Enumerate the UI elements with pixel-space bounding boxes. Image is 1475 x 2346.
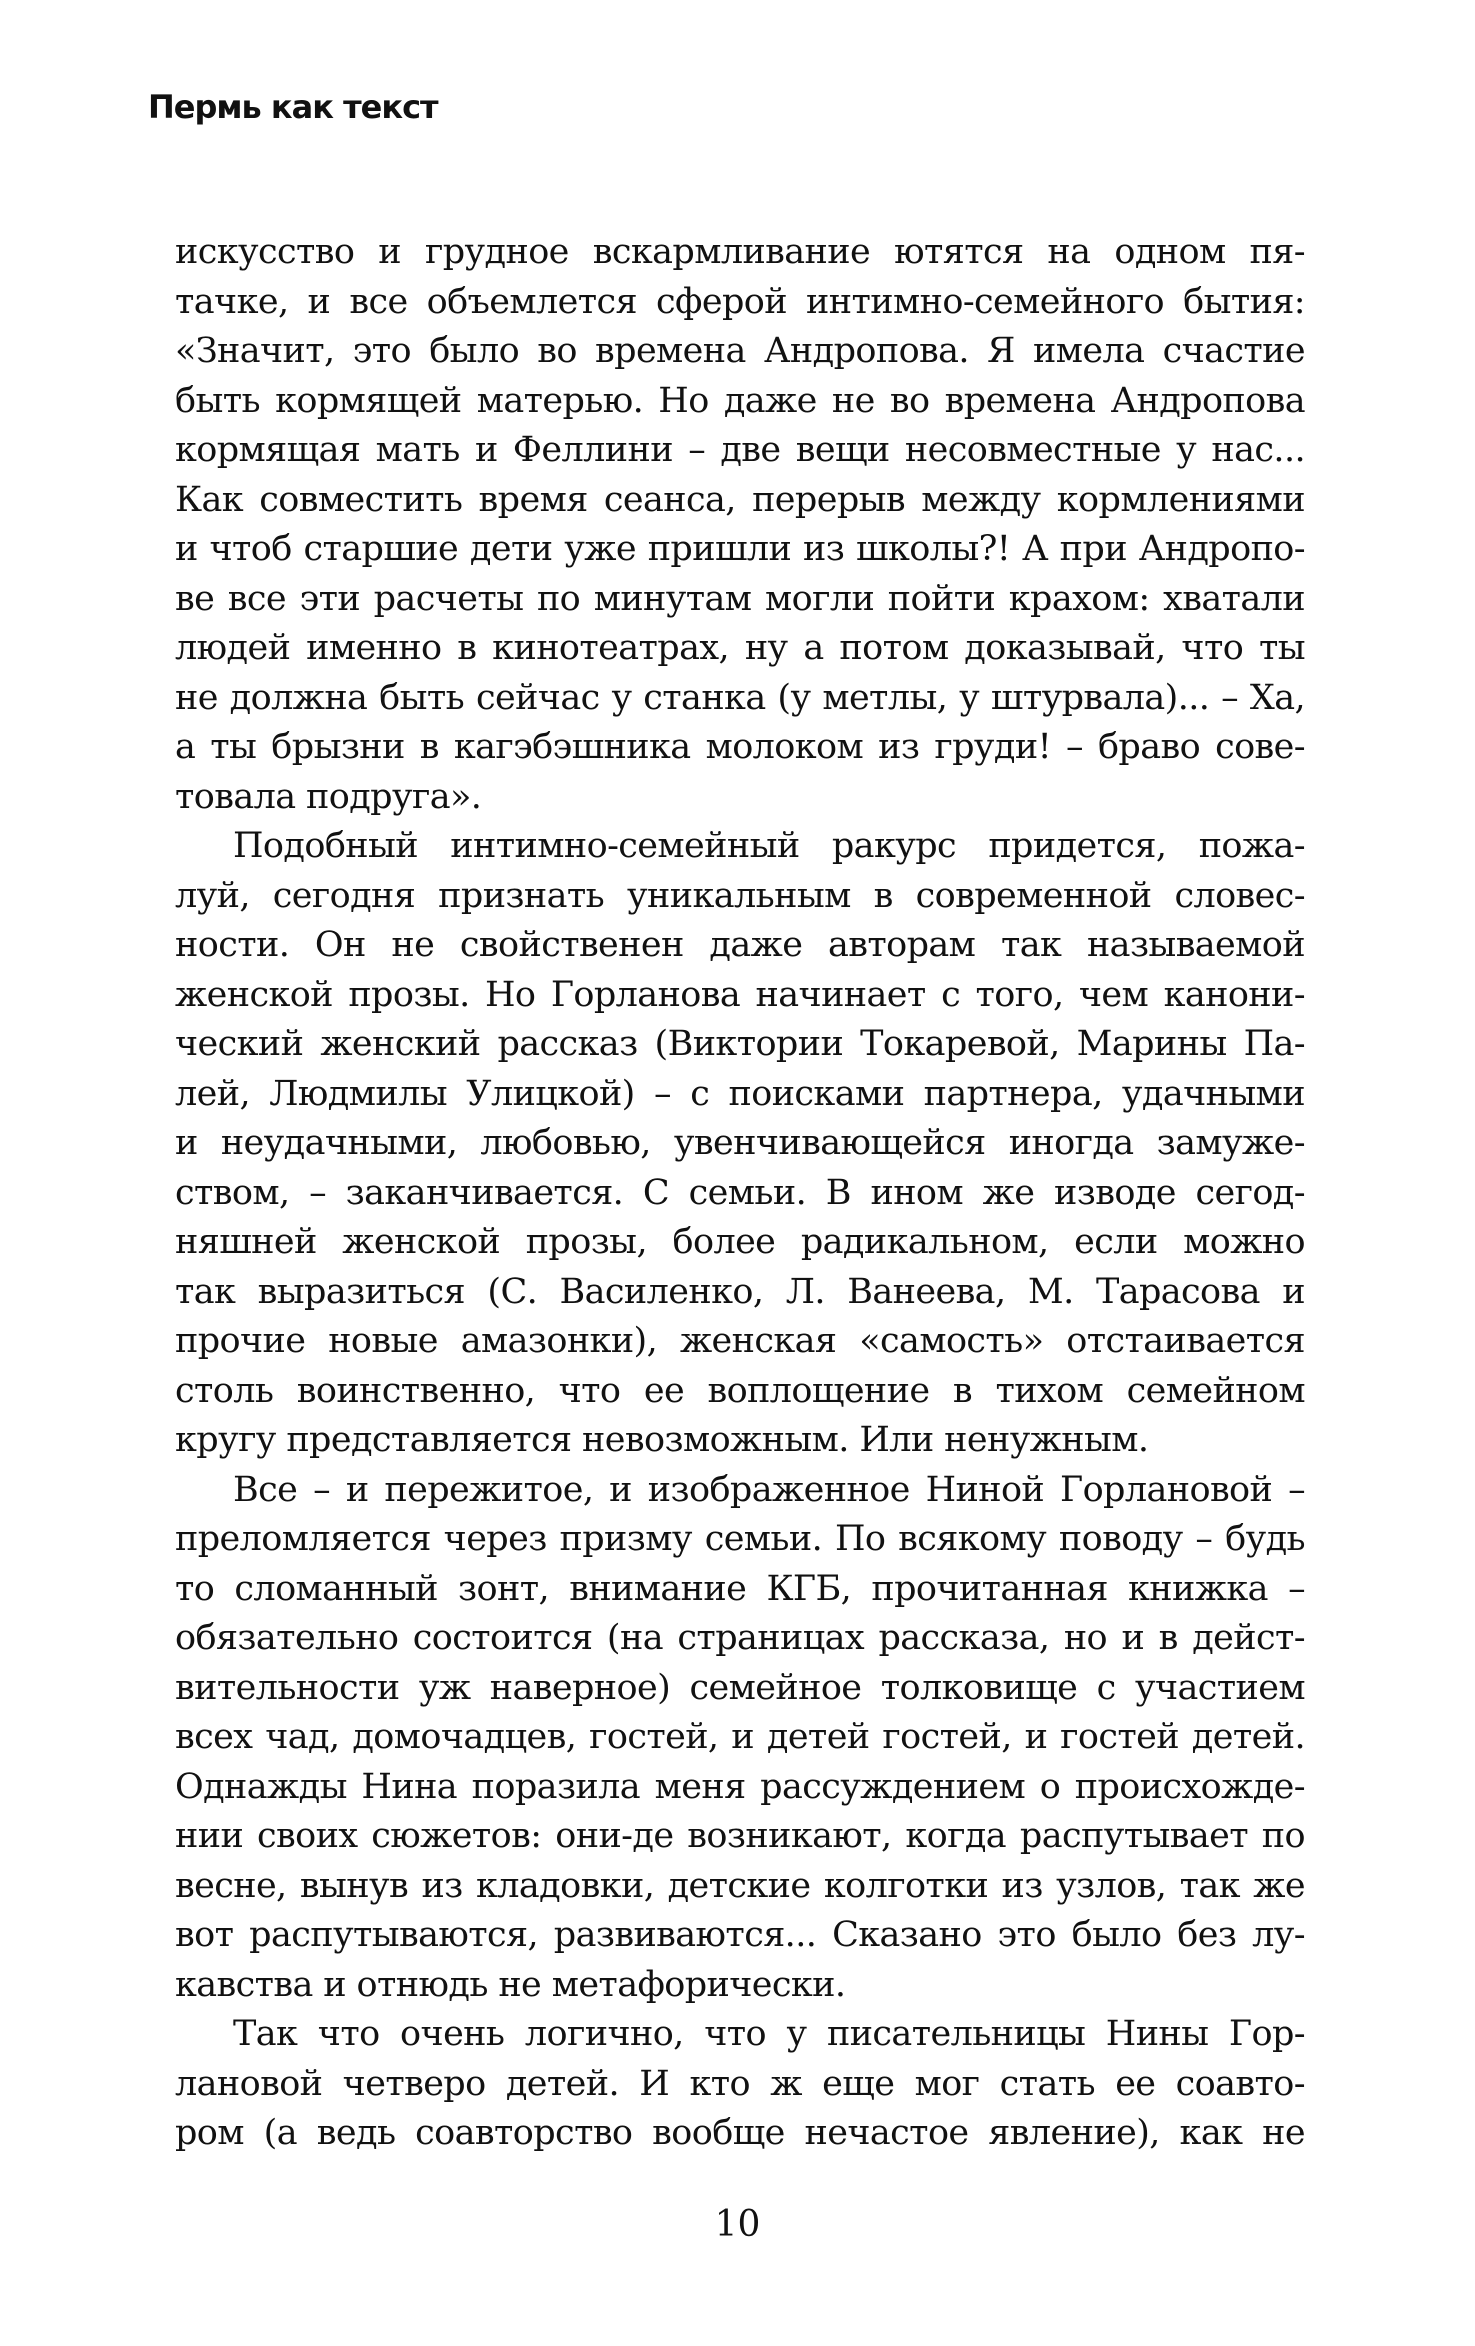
text-line: вот распутываются, развиваются... Сказано это было без лу- [175,1915,1305,1955]
paragraph [175,2010,1305,2159]
text-line: быть кормящей матерью. Но даже не во времена Андропова [175,380,1305,421]
text-line: лей, Людмилы Улицкой) – с поисками партнера, удачными [175,1073,1305,1114]
text-line: искусство и грудное вскармливание ютятся на одном пя- [175,232,1305,272]
text-line: «Значит, это было во времена Андропова. Я имела счастие [175,331,1305,371]
text-line: всех чад, домочадцев, гостей, и детей гостей, и гостей детей. [175,1717,1305,1757]
text-line: Подобный интимно-семейный ракурс придется, пожа- [233,826,1305,866]
body-text [175,228,1305,2159]
text-line: нии своих сюжетов: они-де возникают, когда распутывает по [175,1816,1305,1856]
text-line: так выразиться (С. Василенко, Л. Ванеева, М. Тарасова и [175,1271,1305,1312]
text-line: столь воинственно, что ее воплощение в тихом семейном [175,1370,1305,1411]
text-line: луй, сегодня признать уникальным в современной словес- [175,875,1305,916]
text-line: лановой четверо детей. И кто ж еще мог стать ее соавто- [175,2063,1305,2104]
text-line: женской прозы. Но Горланова начинает с того, чем канони- [175,974,1305,1015]
text-line: ности. Он не свойственен даже авторам так называемой [175,925,1305,965]
text-line: вительности уж наверное) семейное толковище с участием [175,1667,1305,1708]
text-line: обязательно состоится (на страницах рассказа, но и в дейст- [175,1618,1305,1658]
text-line: кругу представляется невозможным. Или ненужным. [175,1420,1149,1460]
text-line: ве все эти расчеты по минутам могли пойти крахом: хватали [175,578,1305,619]
text-line: Так что очень логично, что у писательницы Нины Гор- [233,2014,1305,2054]
text-line: преломляется через призму семьи. По всякому поводу – будь [175,1519,1305,1559]
paragraph [175,228,1305,822]
page-number: 10 [714,2204,761,2245]
text-line: няшней женской прозы, более радикальном, если можно [175,1222,1305,1262]
text-line: людей именно в кинотеатрах, ну а потом доказывай, что ты [175,628,1305,668]
paragraph [175,1466,1305,2011]
text-line: и неудачными, любовью, увенчивающейся иногда замуже- [175,1123,1305,1163]
text-line: ческий женский рассказ (Виктории Токаревой, Марины Па- [175,1024,1305,1064]
paragraph [175,822,1305,1466]
text-line: Однажды Нина поразила меня рассуждением о происхожде- [175,1766,1305,1807]
text-line: весне, вынув из кладовки, детские колготки из узлов, так же [175,1865,1305,1906]
text-line: прочие новые амазонки), женская «самость» отстаивается [175,1321,1305,1361]
running-head: Пермь как текст [148,88,438,126]
text-line: не должна быть сейчас у станка (у метлы, у штурвала)... – Ха, [175,677,1305,718]
text-line: ством, – заканчивается. С семьи. В ином же изводе сегод- [175,1172,1305,1213]
text-line: то сломанный зонт, внимание КГБ, прочитанная книжка – [175,1568,1305,1609]
text-line: Все – и пережитое, и изображенное Ниной Горлановой – [233,1469,1305,1510]
text-line: кавства и отнюдь не метафорически. [175,1964,846,2005]
text-line: кормящая мать и Феллини – две вещи несовместные у нас... [175,430,1305,470]
text-line: товала подруга». [175,776,482,817]
text-line: Как совместить время сеанса, перерыв между кормлениями [175,479,1305,520]
text-line: а ты брызни в кагэбэшника молоком из груди! – браво сове- [175,727,1305,767]
text-line: ром (а ведь соавторство вообще нечастое явление), как не [175,2113,1305,2153]
text-line: и чтоб старшие дети уже пришли из школы?! А при Андропо- [175,529,1305,569]
text-line: тачке, и все объемлется сферой интимно-семейного бытия: [175,281,1305,322]
